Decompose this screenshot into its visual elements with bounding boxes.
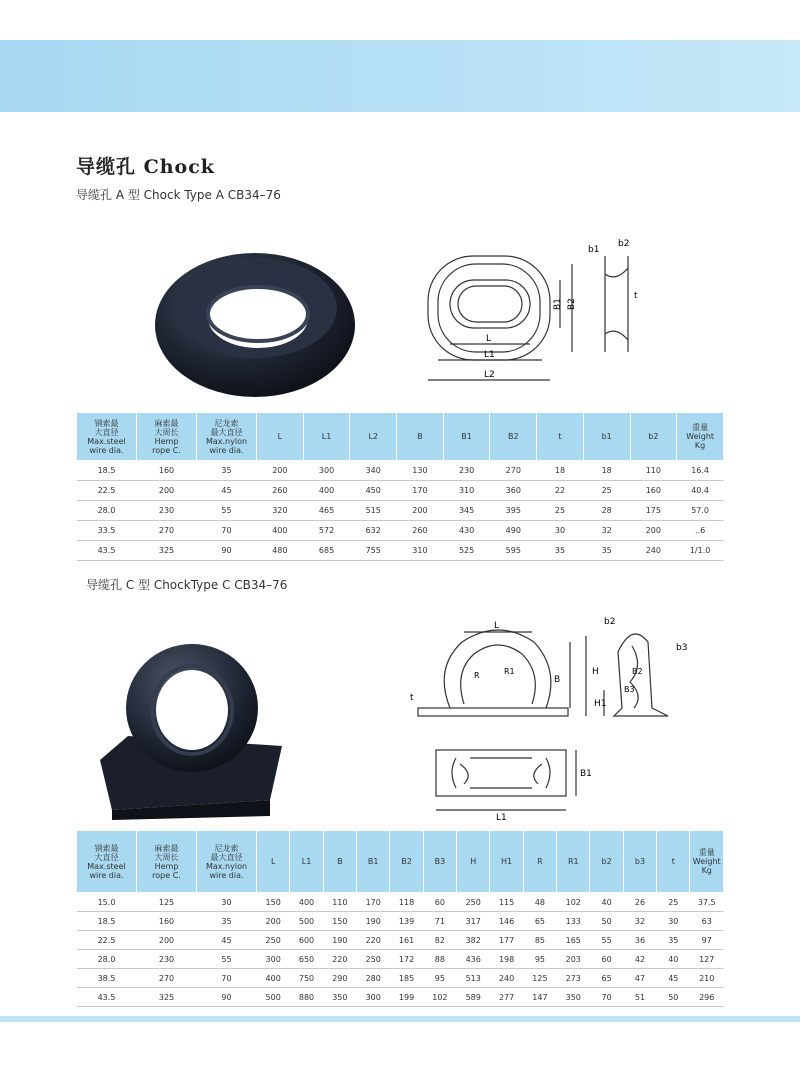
table-cell: 589 bbox=[457, 988, 490, 1007]
chock-type-a-photo bbox=[150, 240, 360, 410]
table-cell: 230 bbox=[137, 501, 197, 521]
table-cell: 200 bbox=[257, 461, 304, 481]
column-header: B1 bbox=[443, 413, 490, 461]
table-cell: 340 bbox=[350, 461, 397, 481]
label-L: L bbox=[486, 334, 492, 344]
label-B1: B1 bbox=[553, 298, 563, 310]
table-cell: 220 bbox=[323, 950, 356, 969]
table-cell: 35 bbox=[537, 541, 584, 561]
table-header-row bbox=[77, 831, 724, 893]
table-cell: 260 bbox=[397, 521, 444, 541]
table-cell: 70 bbox=[197, 969, 257, 988]
table-cell: 38.5 bbox=[77, 969, 137, 988]
table-cell: 118 bbox=[390, 893, 423, 912]
label-L1: L1 bbox=[484, 350, 495, 360]
table-cell: 200 bbox=[630, 521, 677, 541]
table-cell: 400 bbox=[290, 893, 323, 912]
table-cell: 650 bbox=[290, 950, 323, 969]
table-header-row bbox=[77, 413, 724, 461]
label-c-B: B bbox=[554, 675, 561, 685]
table-cell: 203 bbox=[557, 950, 590, 969]
table-cell: 300 bbox=[357, 988, 390, 1007]
table-cell: 230 bbox=[443, 461, 490, 481]
column-header: 钢索最 大直径 Max.steel wire dia. bbox=[77, 413, 137, 461]
table-cell: 161 bbox=[390, 931, 423, 950]
column-header: 尼龙索 最大直径 Max.nylon wire dia. bbox=[197, 831, 257, 893]
table-cell: 160 bbox=[137, 461, 197, 481]
table-cell: 300 bbox=[257, 950, 290, 969]
table-cell: 70 bbox=[590, 988, 623, 1007]
column-header: 钢索最 大直径 Max.steel wire dia. bbox=[77, 831, 137, 893]
column-header: 重量 Weight Kg bbox=[690, 831, 724, 893]
table-cell: 360 bbox=[490, 481, 537, 501]
chock-type-a-drawing bbox=[410, 234, 670, 394]
column-header: L2 bbox=[350, 413, 397, 461]
table-cell: 270 bbox=[137, 521, 197, 541]
table-cell: 36 bbox=[623, 931, 656, 950]
column-header: 重量 Weight Kg bbox=[677, 413, 724, 461]
label-b2: b2 bbox=[618, 239, 630, 249]
column-header: b1 bbox=[583, 413, 630, 461]
table-cell: 310 bbox=[443, 481, 490, 501]
table-cell: 110 bbox=[630, 461, 677, 481]
table-cell: 50 bbox=[590, 912, 623, 931]
table-cell: 1/1.0 bbox=[677, 541, 724, 561]
table-cell: 32 bbox=[583, 521, 630, 541]
table-cell: 18.5 bbox=[77, 461, 137, 481]
table-cell: 525 bbox=[443, 541, 490, 561]
table-cell: 125 bbox=[137, 893, 197, 912]
table-cell: 750 bbox=[290, 969, 323, 988]
column-header: t bbox=[537, 413, 584, 461]
table-cell: 22.5 bbox=[77, 931, 137, 950]
label-t: t bbox=[634, 291, 638, 301]
table-cell: 175 bbox=[630, 501, 677, 521]
table-cell: 40 bbox=[657, 950, 690, 969]
table-cell: 90 bbox=[197, 541, 257, 561]
table-cell: 28 bbox=[583, 501, 630, 521]
table-cell: 57.0 bbox=[677, 501, 724, 521]
table-cell: 325 bbox=[137, 541, 197, 561]
table-cell: 185 bbox=[390, 969, 423, 988]
table-cell: 28.0 bbox=[77, 501, 137, 521]
table-cell: 290 bbox=[323, 969, 356, 988]
table-cell: 500 bbox=[257, 988, 290, 1007]
table-cell: 90 bbox=[197, 988, 257, 1007]
table-row bbox=[77, 461, 724, 481]
table-cell: 125 bbox=[523, 969, 556, 988]
table-cell: 430 bbox=[443, 521, 490, 541]
table-cell: 250 bbox=[257, 931, 290, 950]
column-header: H1 bbox=[490, 831, 523, 893]
table-cell: 102 bbox=[423, 988, 456, 1007]
table-cell: 400 bbox=[303, 481, 350, 501]
table-cell: 632 bbox=[350, 521, 397, 541]
table-cell: 280 bbox=[357, 969, 390, 988]
label-c-L1: L1 bbox=[496, 813, 507, 823]
table-cell: 345 bbox=[443, 501, 490, 521]
table-cell: 50 bbox=[657, 988, 690, 1007]
table-cell: 296 bbox=[690, 988, 724, 1007]
label-c-b2: b2 bbox=[604, 617, 616, 627]
table-cell: 685 bbox=[303, 541, 350, 561]
table-cell: 382 bbox=[457, 931, 490, 950]
table-cell: 35 bbox=[583, 541, 630, 561]
table-cell: 55 bbox=[197, 501, 257, 521]
table-cell: 28.0 bbox=[77, 950, 137, 969]
table-cell: 25 bbox=[583, 481, 630, 501]
table-row bbox=[77, 501, 724, 521]
table-cell: 25 bbox=[657, 893, 690, 912]
table-cell: 30 bbox=[657, 912, 690, 931]
table-cell: 150 bbox=[323, 912, 356, 931]
table-cell: 170 bbox=[357, 893, 390, 912]
column-header: 麻索最 大周长 Hemp rope C. bbox=[137, 831, 197, 893]
table-cell: 273 bbox=[557, 969, 590, 988]
table-cell: 150 bbox=[257, 893, 290, 912]
label-c-B1: B1 bbox=[580, 769, 592, 779]
column-header: 尼龙索 最大直径 Max.nylon wire dia. bbox=[197, 413, 257, 461]
table-cell: 65 bbox=[523, 912, 556, 931]
table-cell: 102 bbox=[557, 893, 590, 912]
table-cell: 51 bbox=[623, 988, 656, 1007]
table-cell: 200 bbox=[397, 501, 444, 521]
table-cell: 30 bbox=[197, 893, 257, 912]
table-cell: 250 bbox=[457, 893, 490, 912]
label-c-H1: H1 bbox=[594, 699, 607, 709]
table-cell: 88 bbox=[423, 950, 456, 969]
chock-type-c-photo bbox=[100, 640, 290, 820]
table-row bbox=[77, 988, 724, 1007]
table-cell: 45 bbox=[657, 969, 690, 988]
table-row bbox=[77, 893, 724, 912]
table-row bbox=[77, 950, 724, 969]
column-header: R bbox=[523, 831, 556, 893]
table-cell: 133 bbox=[557, 912, 590, 931]
label-b1: b1 bbox=[588, 245, 600, 255]
column-header: t bbox=[657, 831, 690, 893]
column-header: R1 bbox=[557, 831, 590, 893]
table-cell: 270 bbox=[137, 969, 197, 988]
table-row bbox=[77, 931, 724, 950]
table-cell: 220 bbox=[357, 931, 390, 950]
table-cell: 60 bbox=[590, 950, 623, 969]
table-cell: 18 bbox=[583, 461, 630, 481]
column-header: B1 bbox=[357, 831, 390, 893]
table-cell: 22.5 bbox=[77, 481, 137, 501]
label-L2: L2 bbox=[484, 370, 495, 380]
table-cell: 18 bbox=[537, 461, 584, 481]
table-cell: 515 bbox=[350, 501, 397, 521]
page-title: 导缆孔 Chock bbox=[76, 156, 215, 178]
table-cell: 85 bbox=[523, 931, 556, 950]
table-cell: 465 bbox=[303, 501, 350, 521]
table-cell: 110 bbox=[323, 893, 356, 912]
table-cell: 277 bbox=[490, 988, 523, 1007]
table-cell: 350 bbox=[323, 988, 356, 1007]
label-c-R: R bbox=[474, 671, 480, 680]
column-header: b3 bbox=[623, 831, 656, 893]
table-cell: 310 bbox=[397, 541, 444, 561]
column-header: b2 bbox=[590, 831, 623, 893]
table-cell: 170 bbox=[397, 481, 444, 501]
table-cell: 400 bbox=[257, 521, 304, 541]
table-cell: 199 bbox=[390, 988, 423, 1007]
table-cell: 436 bbox=[457, 950, 490, 969]
table-cell: 160 bbox=[630, 481, 677, 501]
label-B2: B2 bbox=[567, 298, 577, 310]
table-cell: 880 bbox=[290, 988, 323, 1007]
table-row bbox=[77, 912, 724, 931]
label-c-H: H bbox=[592, 667, 599, 677]
label-c-b3: b3 bbox=[676, 643, 688, 653]
column-header: H bbox=[457, 831, 490, 893]
table-cell: 42 bbox=[623, 950, 656, 969]
table-cell: 45 bbox=[197, 481, 257, 501]
table-cell: 127 bbox=[690, 950, 724, 969]
table-cell: 250 bbox=[357, 950, 390, 969]
table-cell: 45 bbox=[197, 931, 257, 950]
table-cell: 230 bbox=[137, 950, 197, 969]
chock-type-c-table bbox=[76, 830, 724, 1007]
table-cell: 190 bbox=[323, 931, 356, 950]
label-c-t: t bbox=[410, 693, 414, 703]
table-cell: 500 bbox=[290, 912, 323, 931]
table-cell: 60 bbox=[423, 893, 456, 912]
table-cell: 350 bbox=[557, 988, 590, 1007]
column-header: L1 bbox=[303, 413, 350, 461]
table-cell: 16.4 bbox=[677, 461, 724, 481]
table-cell: 572 bbox=[303, 521, 350, 541]
table-cell: 139 bbox=[390, 912, 423, 931]
column-header: L1 bbox=[290, 831, 323, 893]
chock-type-c-drawing bbox=[408, 612, 708, 724]
table-cell: 160 bbox=[137, 912, 197, 931]
table-cell: 177 bbox=[490, 931, 523, 950]
table-cell: 40.4 bbox=[677, 481, 724, 501]
column-header: B3 bbox=[423, 831, 456, 893]
table-cell: 147 bbox=[523, 988, 556, 1007]
table-cell: 18.5 bbox=[77, 912, 137, 931]
table-cell: 33.5 bbox=[77, 521, 137, 541]
table-cell: 210 bbox=[690, 969, 724, 988]
label-c-B3: B3 bbox=[624, 685, 635, 694]
table-cell: 47 bbox=[623, 969, 656, 988]
table-cell: 65 bbox=[590, 969, 623, 988]
table-cell: 48 bbox=[523, 893, 556, 912]
column-header: L bbox=[257, 413, 304, 461]
chock-type-a-table bbox=[76, 412, 724, 561]
table-cell: 115 bbox=[490, 893, 523, 912]
table-cell: 200 bbox=[137, 481, 197, 501]
table-cell: 37.5 bbox=[690, 893, 724, 912]
table-cell: 40 bbox=[590, 893, 623, 912]
column-header: L bbox=[257, 831, 290, 893]
label-c-R1: R1 bbox=[504, 667, 515, 676]
table-cell: ..6 bbox=[677, 521, 724, 541]
table-cell: 325 bbox=[137, 988, 197, 1007]
label-c-B2: B2 bbox=[632, 667, 643, 676]
column-header: 麻索最 大周长 Hemp rope C. bbox=[137, 413, 197, 461]
table-cell: 165 bbox=[557, 931, 590, 950]
table-cell: 146 bbox=[490, 912, 523, 931]
table-cell: 190 bbox=[357, 912, 390, 931]
table-cell: 55 bbox=[197, 950, 257, 969]
table-cell: 240 bbox=[630, 541, 677, 561]
table-cell: 25 bbox=[537, 501, 584, 521]
table-cell: 300 bbox=[303, 461, 350, 481]
section-a-subtitle: 导缆孔 A 型 Chock Type A CB34–76 bbox=[76, 188, 281, 202]
table-cell: 71 bbox=[423, 912, 456, 931]
table-cell: 270 bbox=[490, 461, 537, 481]
table-cell: 450 bbox=[350, 481, 397, 501]
section-c-subtitle: 导缆孔 C 型 ChockType C CB34–76 bbox=[86, 578, 288, 592]
table-cell: 395 bbox=[490, 501, 537, 521]
table-cell: 30 bbox=[537, 521, 584, 541]
table-cell: 55 bbox=[590, 931, 623, 950]
table-row bbox=[77, 969, 724, 988]
column-header: B bbox=[323, 831, 356, 893]
table-row bbox=[77, 541, 724, 561]
table-cell: 15.0 bbox=[77, 893, 137, 912]
table-cell: 595 bbox=[490, 541, 537, 561]
table-cell: 200 bbox=[137, 931, 197, 950]
chock-type-c-plan-drawing bbox=[426, 744, 596, 824]
column-header: b2 bbox=[630, 413, 677, 461]
table-cell: 240 bbox=[490, 969, 523, 988]
table-cell: 490 bbox=[490, 521, 537, 541]
column-header: B bbox=[397, 413, 444, 461]
label-c-L: L bbox=[494, 621, 500, 631]
table-cell: 82 bbox=[423, 931, 456, 950]
table-row bbox=[77, 521, 724, 541]
footer-band bbox=[0, 1016, 800, 1022]
table-row bbox=[77, 481, 724, 501]
table-cell: 755 bbox=[350, 541, 397, 561]
table-cell: 43.5 bbox=[77, 541, 137, 561]
table-cell: 480 bbox=[257, 541, 304, 561]
table-cell: 26 bbox=[623, 893, 656, 912]
table-cell: 70 bbox=[197, 521, 257, 541]
column-header: B2 bbox=[490, 413, 537, 461]
table-cell: 513 bbox=[457, 969, 490, 988]
table-cell: 320 bbox=[257, 501, 304, 521]
column-header: B2 bbox=[390, 831, 423, 893]
table-cell: 35 bbox=[657, 931, 690, 950]
table-cell: 22 bbox=[537, 481, 584, 501]
table-cell: 95 bbox=[523, 950, 556, 969]
table-cell: 95 bbox=[423, 969, 456, 988]
table-cell: 35 bbox=[197, 912, 257, 931]
table-cell: 63 bbox=[690, 912, 724, 931]
table-cell: 600 bbox=[290, 931, 323, 950]
table-cell: 198 bbox=[490, 950, 523, 969]
table-cell: 200 bbox=[257, 912, 290, 931]
table-cell: 32 bbox=[623, 912, 656, 931]
table-cell: 130 bbox=[397, 461, 444, 481]
table-cell: 260 bbox=[257, 481, 304, 501]
table-cell: 97 bbox=[690, 931, 724, 950]
table-cell: 35 bbox=[197, 461, 257, 481]
table-cell: 400 bbox=[257, 969, 290, 988]
header-band bbox=[0, 40, 800, 112]
table-cell: 43.5 bbox=[77, 988, 137, 1007]
table-cell: 317 bbox=[457, 912, 490, 931]
table-cell: 172 bbox=[390, 950, 423, 969]
